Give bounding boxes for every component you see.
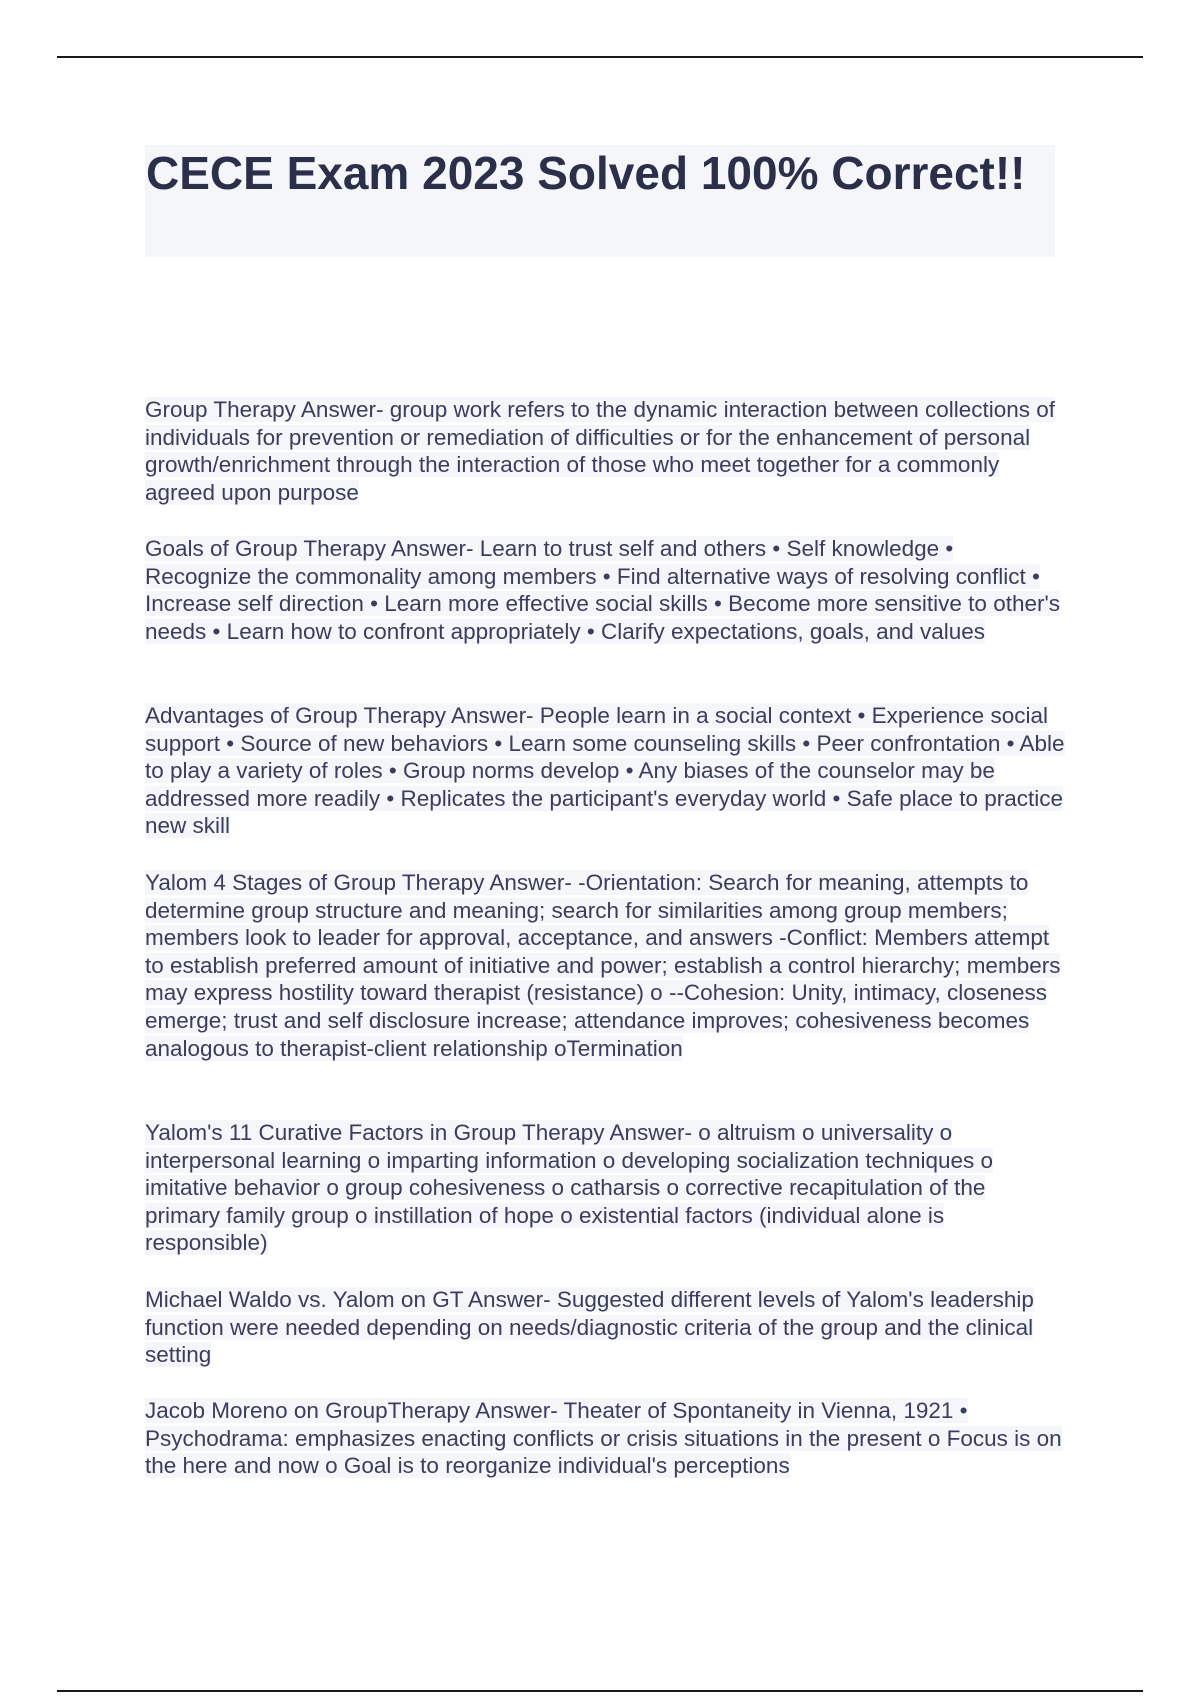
qa-entry-text: Goals of Group Therapy Answer- Learn to trust self and others • Self knowledge • Recognize the commonality among members • Find alternative ways of resolving conflict • Increase self direction • Learn more effective social skills • Become more sensitive to other's needs • Learn how to confront appropriately • Clarify expectations, goals, and values: [145, 536, 1061, 644]
qa-entry-text: Advantages of Group Therapy Answer- People learn in a social context • Experience social support • Source of new behaviors • Learn some counseling skills • Peer confrontation • Able to play a variety of roles • Group norms develop • Any biases of the counselor may be addressed more readily • Replicates the participant's everyday world • Safe place to practice new skill: [145, 703, 1065, 839]
qa-entry-text: Michael Waldo vs. Yalom on GT Answer- Suggested different levels of Yalom's leadership function were needed depending on needs/diagnostic criteria of the group and the clinical setting: [145, 1287, 1034, 1368]
header-rule: [57, 56, 1143, 58]
qa-entry-text: Yalom 4 Stages of Group Therapy Answer- -Orientation: Search for meaning, attempts to determine group structure and meaning; search for similarities among group members; members look to leader for approval, acceptance, and answers -Conflict: Members attempt to establish preferred amount of initiative and power; establish a control hierarchy; members may express hostility toward therapist (resistance) o --Cohesion: Unity, intimacy, closeness emerge; trust and self disclosure increase; attendance improves; cohesiveness becomes analogous to therapist-client relationship oTermination: [145, 870, 1061, 1061]
qa-entry: [145, 869, 1065, 1062]
qa-entry-text: Group Therapy Answer- group work refers to the dynamic interaction between collections of individuals for prevention or remediation of difficulties or for the enhancement of personal growth/enrichment through the interaction of those who meet together for a commonly agreed upon purpose: [145, 397, 1056, 505]
qa-entry: [145, 1397, 1065, 1480]
qa-entry: [145, 535, 1065, 645]
qa-entry: [145, 396, 1065, 506]
qa-entry-text: Jacob Moreno on GroupTherapy Answer- Theater of Spontaneity in Vienna, 1921 • Psychodrama: emphasizes enacting conflicts or crisis situations in the present o Focus is on the here and now o Goal is to reorganize individual's perceptions: [145, 1398, 1062, 1479]
document-title: CECE Exam 2023 Solved 100% Correct!!: [146, 147, 1026, 199]
qa-entry: [145, 1286, 1065, 1369]
qa-entry-text: Yalom's 11 Curative Factors in Group Therapy Answer- o altruism o universality o interpersonal learning o imparting information o developing socialization techniques o imitative behavior o group cohesiveness o catharsis o corrective recapitulation of the primary family group o instillation of hope o existential factors (individual alone is responsible): [145, 1120, 994, 1256]
qa-entry: [145, 702, 1065, 840]
footer-rule: [57, 1690, 1143, 1692]
qa-entry: [145, 1119, 1065, 1257]
